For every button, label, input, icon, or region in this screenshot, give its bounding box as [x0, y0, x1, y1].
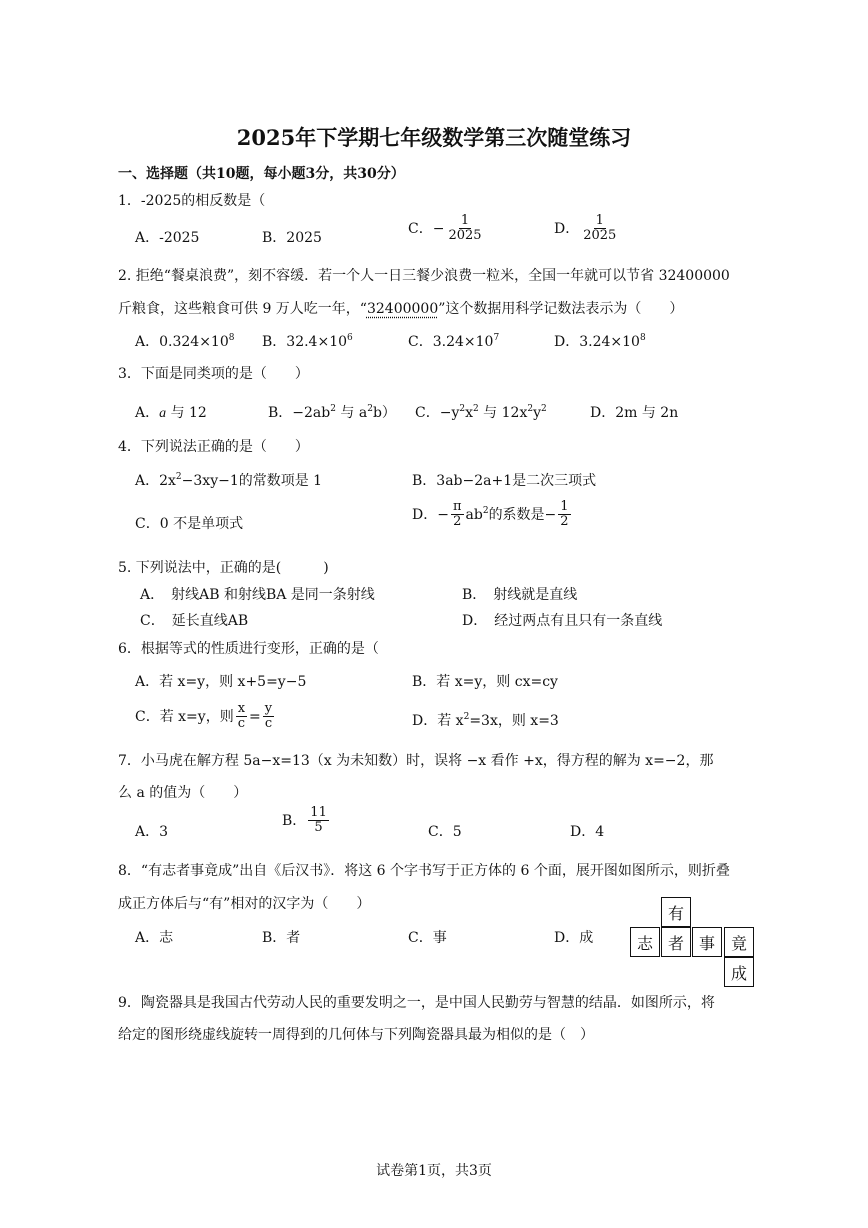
q8-option-c: C．事: [408, 930, 447, 946]
q2-option-d: D．$3.24\times 10^8$: [554, 333, 646, 350]
q5-option-c: C． 延长直线AB: [140, 613, 249, 629]
question-2-line-1: 2. 拒绝“餐桌浪费”，刻不容缓．若一个人一日三餐少浪费一粒米，全国一年就可以节省 32400000: [118, 268, 730, 284]
q4-option-c: C．0 不是单项式: [135, 516, 244, 532]
question-1-stem: 1．-2025的相反数是（: [118, 193, 266, 209]
q2-option-c: C．$3.24\times 10^7$: [408, 333, 500, 350]
q4-option-d: D．− $\frac{\pi}{2}$ $ab^2$的系数是− $\frac{1}{2}$: [412, 499, 569, 530]
cube-net-diagram: [630, 897, 756, 989]
cube-net-cell: 者: [661, 927, 691, 957]
question-3-stem: 3．下面是同类项的是（ ）: [118, 366, 309, 382]
question-2-line-2: 斤粮食，这些粮食可供 9 万人吃一年，“32400000”这个数据用科学记数法表示为（ ）: [118, 301, 684, 317]
fraction: $\frac{11}{5}$: [310, 805, 327, 836]
section-heading: 一、选择题（共10题，每小题3分，共30分）: [118, 166, 405, 182]
q5-option-d: D． 经过两点有且只有一条直线: [462, 613, 663, 629]
q6-option-d: D．若 $x^2=3x$，则 x=3: [412, 712, 559, 729]
question-8-line-1: 8．“有志者事竟成”出自《后汉书》．将这 6 个字书写于正方体的 6 个面，展开图如图所示，则折叠: [118, 863, 730, 879]
q3-option-d: D．2m 与 2n: [590, 405, 679, 421]
q1-option-b: B．2025: [262, 230, 322, 246]
question-9-line-2: 给定的图形绕虚线旋转一周得到的几何体与下列陶瓷器具最为相似的是（ ）: [118, 1027, 594, 1043]
question-4-stem: 4．下列说法正确的是（ ）: [118, 439, 309, 455]
q3-option-c: C．$-y^2x^2$ 与 $12x^2y^2$: [415, 404, 547, 421]
q1-option-c: C．− $\frac{1}{2025}$: [408, 213, 482, 244]
cube-net-cell: 有: [661, 897, 691, 927]
q8-option-d: D．成: [554, 930, 594, 946]
q8-option-a: A．志: [135, 930, 174, 946]
fraction: $\frac{1}{2025}$: [448, 213, 482, 244]
q3-option-a: A．a 与 12: [135, 405, 207, 421]
question-9-line-1: 9．陶瓷器具是我国古代劳动人民的重要发明之一，是中国人民勤劳与智慧的结晶．如图所示，将: [118, 995, 715, 1011]
fraction: $\frac{\pi}{2}$: [452, 499, 462, 530]
q7-option-d: D．4: [570, 824, 605, 840]
question-8-line-2: 成正方体后与“有”相对的汉字为（ ）: [118, 896, 371, 912]
q3-option-b: B．$-2ab^2$ 与 $a^2b$）: [268, 404, 396, 421]
q7-option-c: C．5: [428, 824, 462, 840]
question-5-stem: 5. 下列说法中，正确的是( ): [118, 560, 329, 576]
page-title: 2025年下学期七年级数学第三次随堂练习: [236, 125, 632, 150]
cube-net-cell: 事: [692, 927, 722, 957]
q4-option-a: A．$2x^2-3xy-1$的常数项是 1: [135, 472, 323, 489]
question-6-stem: 6．根据等式的性质进行变形，正确的是（: [118, 641, 379, 657]
cube-net-cell: 成: [724, 957, 754, 987]
fraction: $\frac{x}{c}$: [237, 701, 246, 732]
q2-option-a: A．$0.324\times 10^8$: [135, 333, 235, 350]
q2-option-b: B．$32.4\times 10^6$: [262, 333, 353, 350]
fraction: $\frac{y}{c}$: [264, 701, 273, 732]
q6-option-c: C．若 x=y，则 $\frac{x}{c}$ = $\frac{y}{c}$: [135, 701, 273, 732]
q6-option-b: B．若 x=y，则 cx=cy: [412, 674, 558, 690]
q4-option-b: B．3ab−2a+1是二次三项式: [412, 473, 597, 489]
question-7-line-2: 么 a 的值为（ ）: [118, 785, 248, 801]
q5-option-b: B． 射线就是直线: [462, 587, 578, 603]
q7-option-a: A．3: [135, 824, 169, 840]
fraction: $\frac{1}{2}$: [560, 499, 569, 530]
fraction: $\frac{1}{2025}$: [583, 213, 617, 244]
cube-net-cell: 竟: [724, 927, 754, 957]
q8-option-b: B．者: [262, 930, 301, 946]
cube-net-cell: 志: [630, 927, 660, 957]
q1-option-d: D． $\frac{1}{2025}$: [554, 213, 617, 244]
page-footer: 试卷第1页，共3页: [376, 1163, 492, 1179]
q1-option-a: A．-2025: [135, 230, 200, 246]
question-7-line-1: 7．小马虎在解方程 5a−x=13（x 为未知数）时，误将 −x 看作 +x，得方程的解为 x=−2，那: [118, 753, 714, 769]
q6-option-a: A．若 x=y，则 x+5=y−5: [135, 674, 307, 690]
q5-option-a: A． 射线AB 和射线BA 是同一条射线: [140, 587, 375, 603]
q7-option-b: B． $\frac{11}{5}$: [282, 805, 327, 836]
